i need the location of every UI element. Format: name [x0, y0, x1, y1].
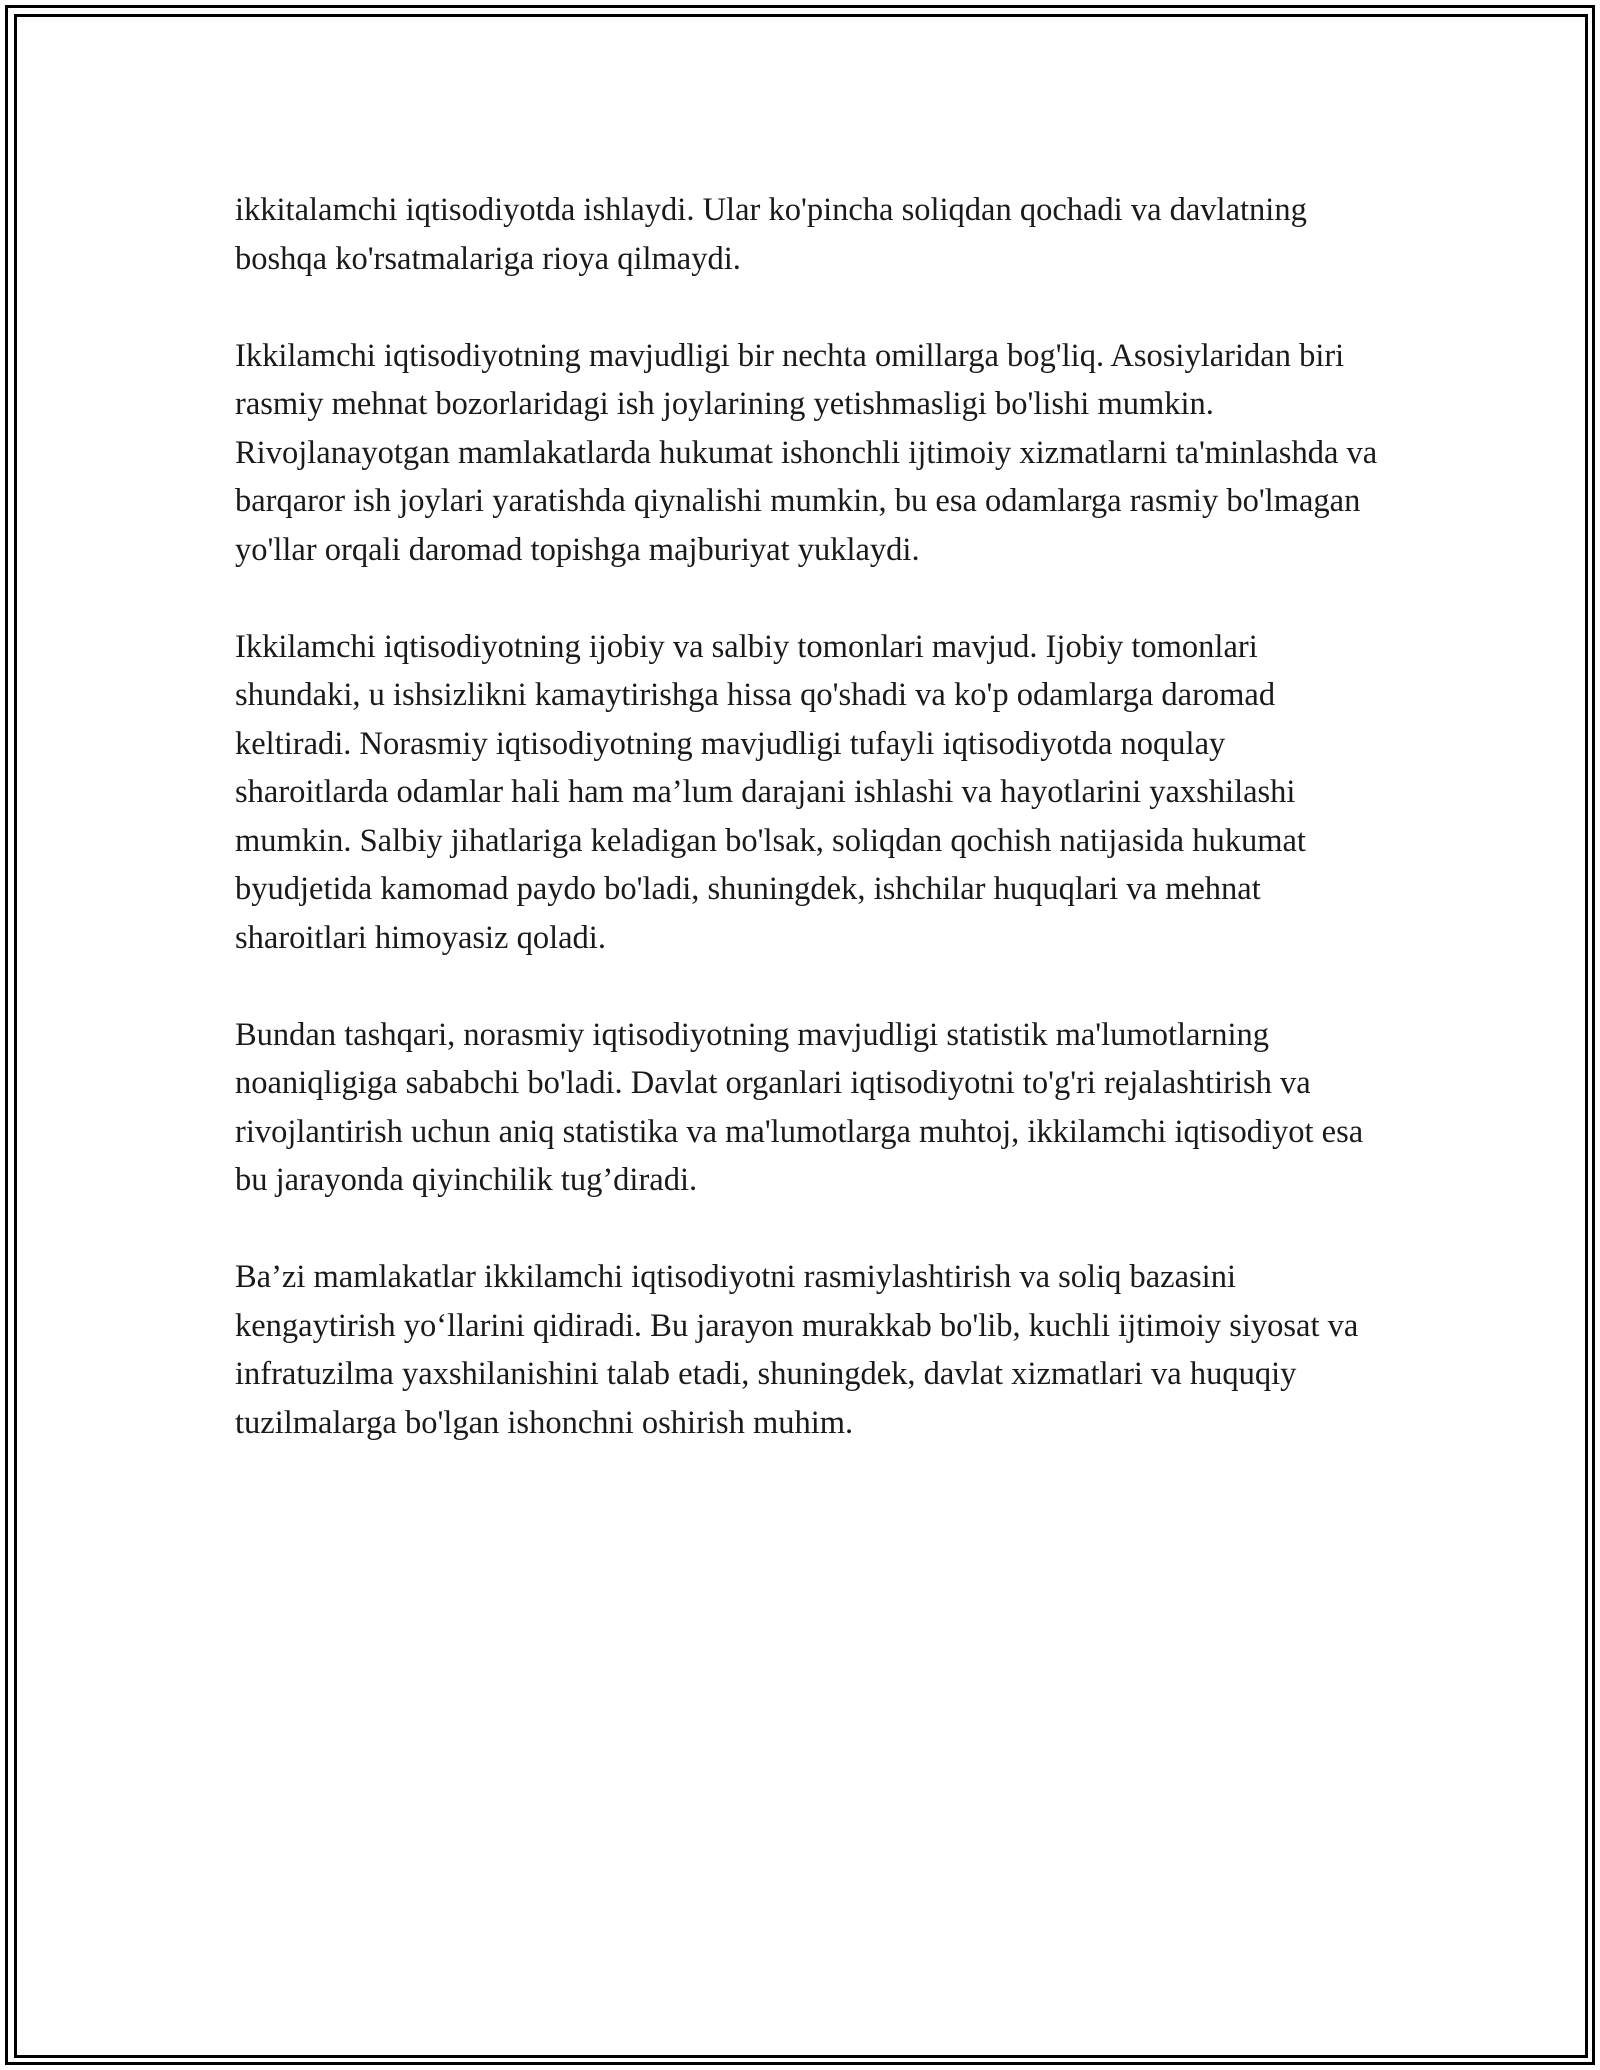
paragraph-4: Bundan tashqari, norasmiy iqtisodiyotning mavjudligi statistik ma'lumotlarning noaniqligiga sababchi bo'ladi. Davlat organlari iqtisodiyotni to'g'ri rejalashtirish va rivojlantirish uchun aniq statistika va ma'lumotlarga muhtoj, ikkilamchi iqtisodiyot esa bu jarayonda qiyinchilik tug’diradi.: [235, 1016, 1364, 1198]
document-body: [235, 186, 1385, 1447]
paragraph-3: Ikkilamchi iqtisodiyotning ijobiy va salbiy tomonlari mavjud. Ijobiy tomonlari shundaki, u ishsizlikni kamaytirishga hissa qo'shadi va ko'p odamlarga daromad keltiradi. Norasmiy iqtisodiyotning mavjudligi tufayli iqtisodiyotda noqulay sharoitlarda odamlar hali ham ma’lum darajani ishlashi va hayotlarini yaxshilashi mumkin. Salbiy jihatlariga keladigan bo'lsak, soliqdan qochish natijasida hukumat byudjetida kamomad paydo bo'ladi, shuningdek, ishchilar huquqlari va mehnat sharoitlari himoyasiz qoladi.: [235, 628, 1306, 956]
paragraph-5: Ba’zi mamlakatlar ikkilamchi iqtisodiyotni rasmiylashtirish va soliq bazasini kengaytirish yo‘llarini qidiradi. Bu jarayon murakkab bo'lib, kuchli ijtimoiy siyosat va infratuzilma yaxshilanishini talab etadi, shuningdek, davlat xizmatlari va huquqiy tuzilmalarga bo'lgan ishonchni oshirish muhim.: [235, 1259, 1359, 1441]
paragraph-2: Ikkilamchi iqtisodiyotning mavjudligi bir nechta omillarga bog'liq. Asosiylaridan biri rasmiy mehnat bozorlaridagi ish joylarining yetishmasligi bo'lishi mumkin. Rivojlanayotgan mamlakatlarda hukumat ishonchli ijtimoiy xizmatlarni ta'minlashda va barqaror ish joylari yaratishda qiynalishi mumkin, bu esa odamlarga rasmiy bo'lmagan yo'llar orqali daromad topishga majburiyat yuklaydi.: [235, 337, 1378, 568]
paragraph-1: ikkitalamchi iqtisodiyotda ishlaydi. Ular ko'pincha soliqdan qochadi va davlatning boshqa ko'rsatmalariga rioya qilmaydi.: [235, 192, 1307, 277]
